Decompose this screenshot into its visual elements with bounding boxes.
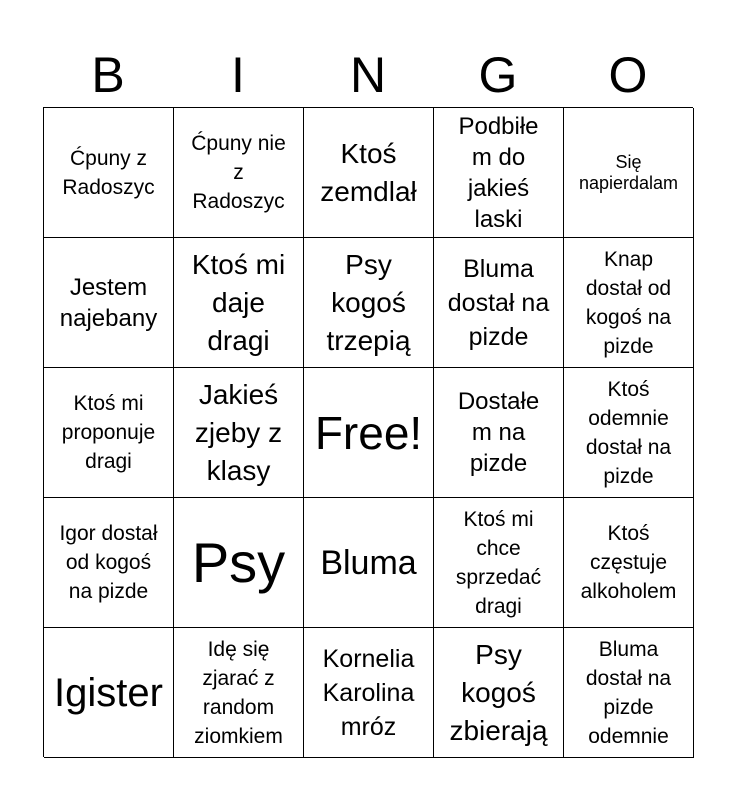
- bingo-board: [43, 107, 693, 757]
- bingo-cell[interactable]: [44, 238, 174, 368]
- cell-text: Free!: [314, 406, 423, 459]
- cell-text: Psy: [191, 530, 286, 594]
- cell-text: Podbiłem do jakieś laski: [458, 112, 539, 233]
- cell-text: Ćpuny z Radoszyc: [62, 146, 155, 199]
- cell-text: Bluma dostał na pizde: [447, 254, 550, 351]
- cell-text: Knap dostał od kogoś na pizde: [585, 247, 672, 358]
- cell-text: Psy kogoś zbierają: [449, 638, 548, 746]
- bingo-cell[interactable]: [434, 108, 564, 238]
- bingo-cell[interactable]: [564, 498, 694, 628]
- header-letter-o: O: [608, 47, 648, 103]
- header-letter-b: B: [91, 47, 125, 103]
- cell-text: Kornelia Karolina mróz: [322, 644, 415, 741]
- cell-text: Idę się zjarać z random ziomkiem: [194, 637, 283, 748]
- bingo-cell[interactable]: [564, 628, 694, 758]
- cell-text: Igor dostał od kogoś na pizde: [59, 522, 158, 603]
- cell-text: Dostałem na pizde: [457, 388, 540, 477]
- cell-text: Jakieś zjeby z klasy: [194, 378, 283, 486]
- bingo-cell[interactable]: [44, 498, 174, 628]
- bingo-cell[interactable]: [174, 368, 304, 498]
- cell-text: Ktoś mi proponuje dragi: [61, 392, 156, 473]
- bingo-cell[interactable]: [174, 108, 304, 238]
- bingo-cell[interactable]: [434, 498, 564, 628]
- bingo-cell[interactable]: [174, 628, 304, 758]
- bingo-cell[interactable]: [434, 238, 564, 368]
- cell-text: Ktoś mi daje dragi: [191, 248, 286, 356]
- cell-text: Ćpuny nie z Radoszyc: [191, 132, 286, 213]
- bingo-cell[interactable]: [564, 108, 694, 238]
- bingo-cell[interactable]: [434, 368, 564, 498]
- bingo-cell[interactable]: [434, 628, 564, 758]
- bingo-cell[interactable]: [174, 238, 304, 368]
- header-letter-g: G: [478, 47, 518, 103]
- cell-text: Bluma dostał na pizde odemnie: [585, 637, 672, 748]
- bingo-cell[interactable]: [564, 238, 694, 368]
- header-letter-i: I: [231, 47, 245, 103]
- cell-text: Igister: [54, 670, 163, 715]
- cell-text: Ktoś odemnie dostał na pizde: [585, 377, 672, 488]
- cell-text: Ktoś zemdlał: [320, 137, 417, 207]
- bingo-cell[interactable]: [44, 108, 174, 238]
- cell-text: Ktoś mi chce sprzedać dragi: [455, 507, 542, 618]
- bingo-cell-free[interactable]: [304, 368, 434, 498]
- bingo-header: [43, 42, 693, 108]
- bingo-cell[interactable]: [304, 628, 434, 758]
- cell-text: Ktoś częstuje alkoholem: [580, 522, 677, 603]
- bingo-cell[interactable]: [44, 368, 174, 498]
- bingo-cell[interactable]: [304, 238, 434, 368]
- cell-text: Psy kogoś trzepią: [326, 248, 411, 356]
- header-letter-n: N: [349, 47, 387, 103]
- bingo-cell[interactable]: [304, 108, 434, 238]
- bingo-cell[interactable]: [174, 498, 304, 628]
- cell-text: Się napierdalam: [578, 151, 679, 193]
- cell-text: Bluma: [320, 543, 417, 582]
- bingo-cell[interactable]: [304, 498, 434, 628]
- cell-text: Jestem najebany: [59, 273, 158, 332]
- bingo-cell[interactable]: [564, 368, 694, 498]
- bingo-cell[interactable]: [44, 628, 174, 758]
